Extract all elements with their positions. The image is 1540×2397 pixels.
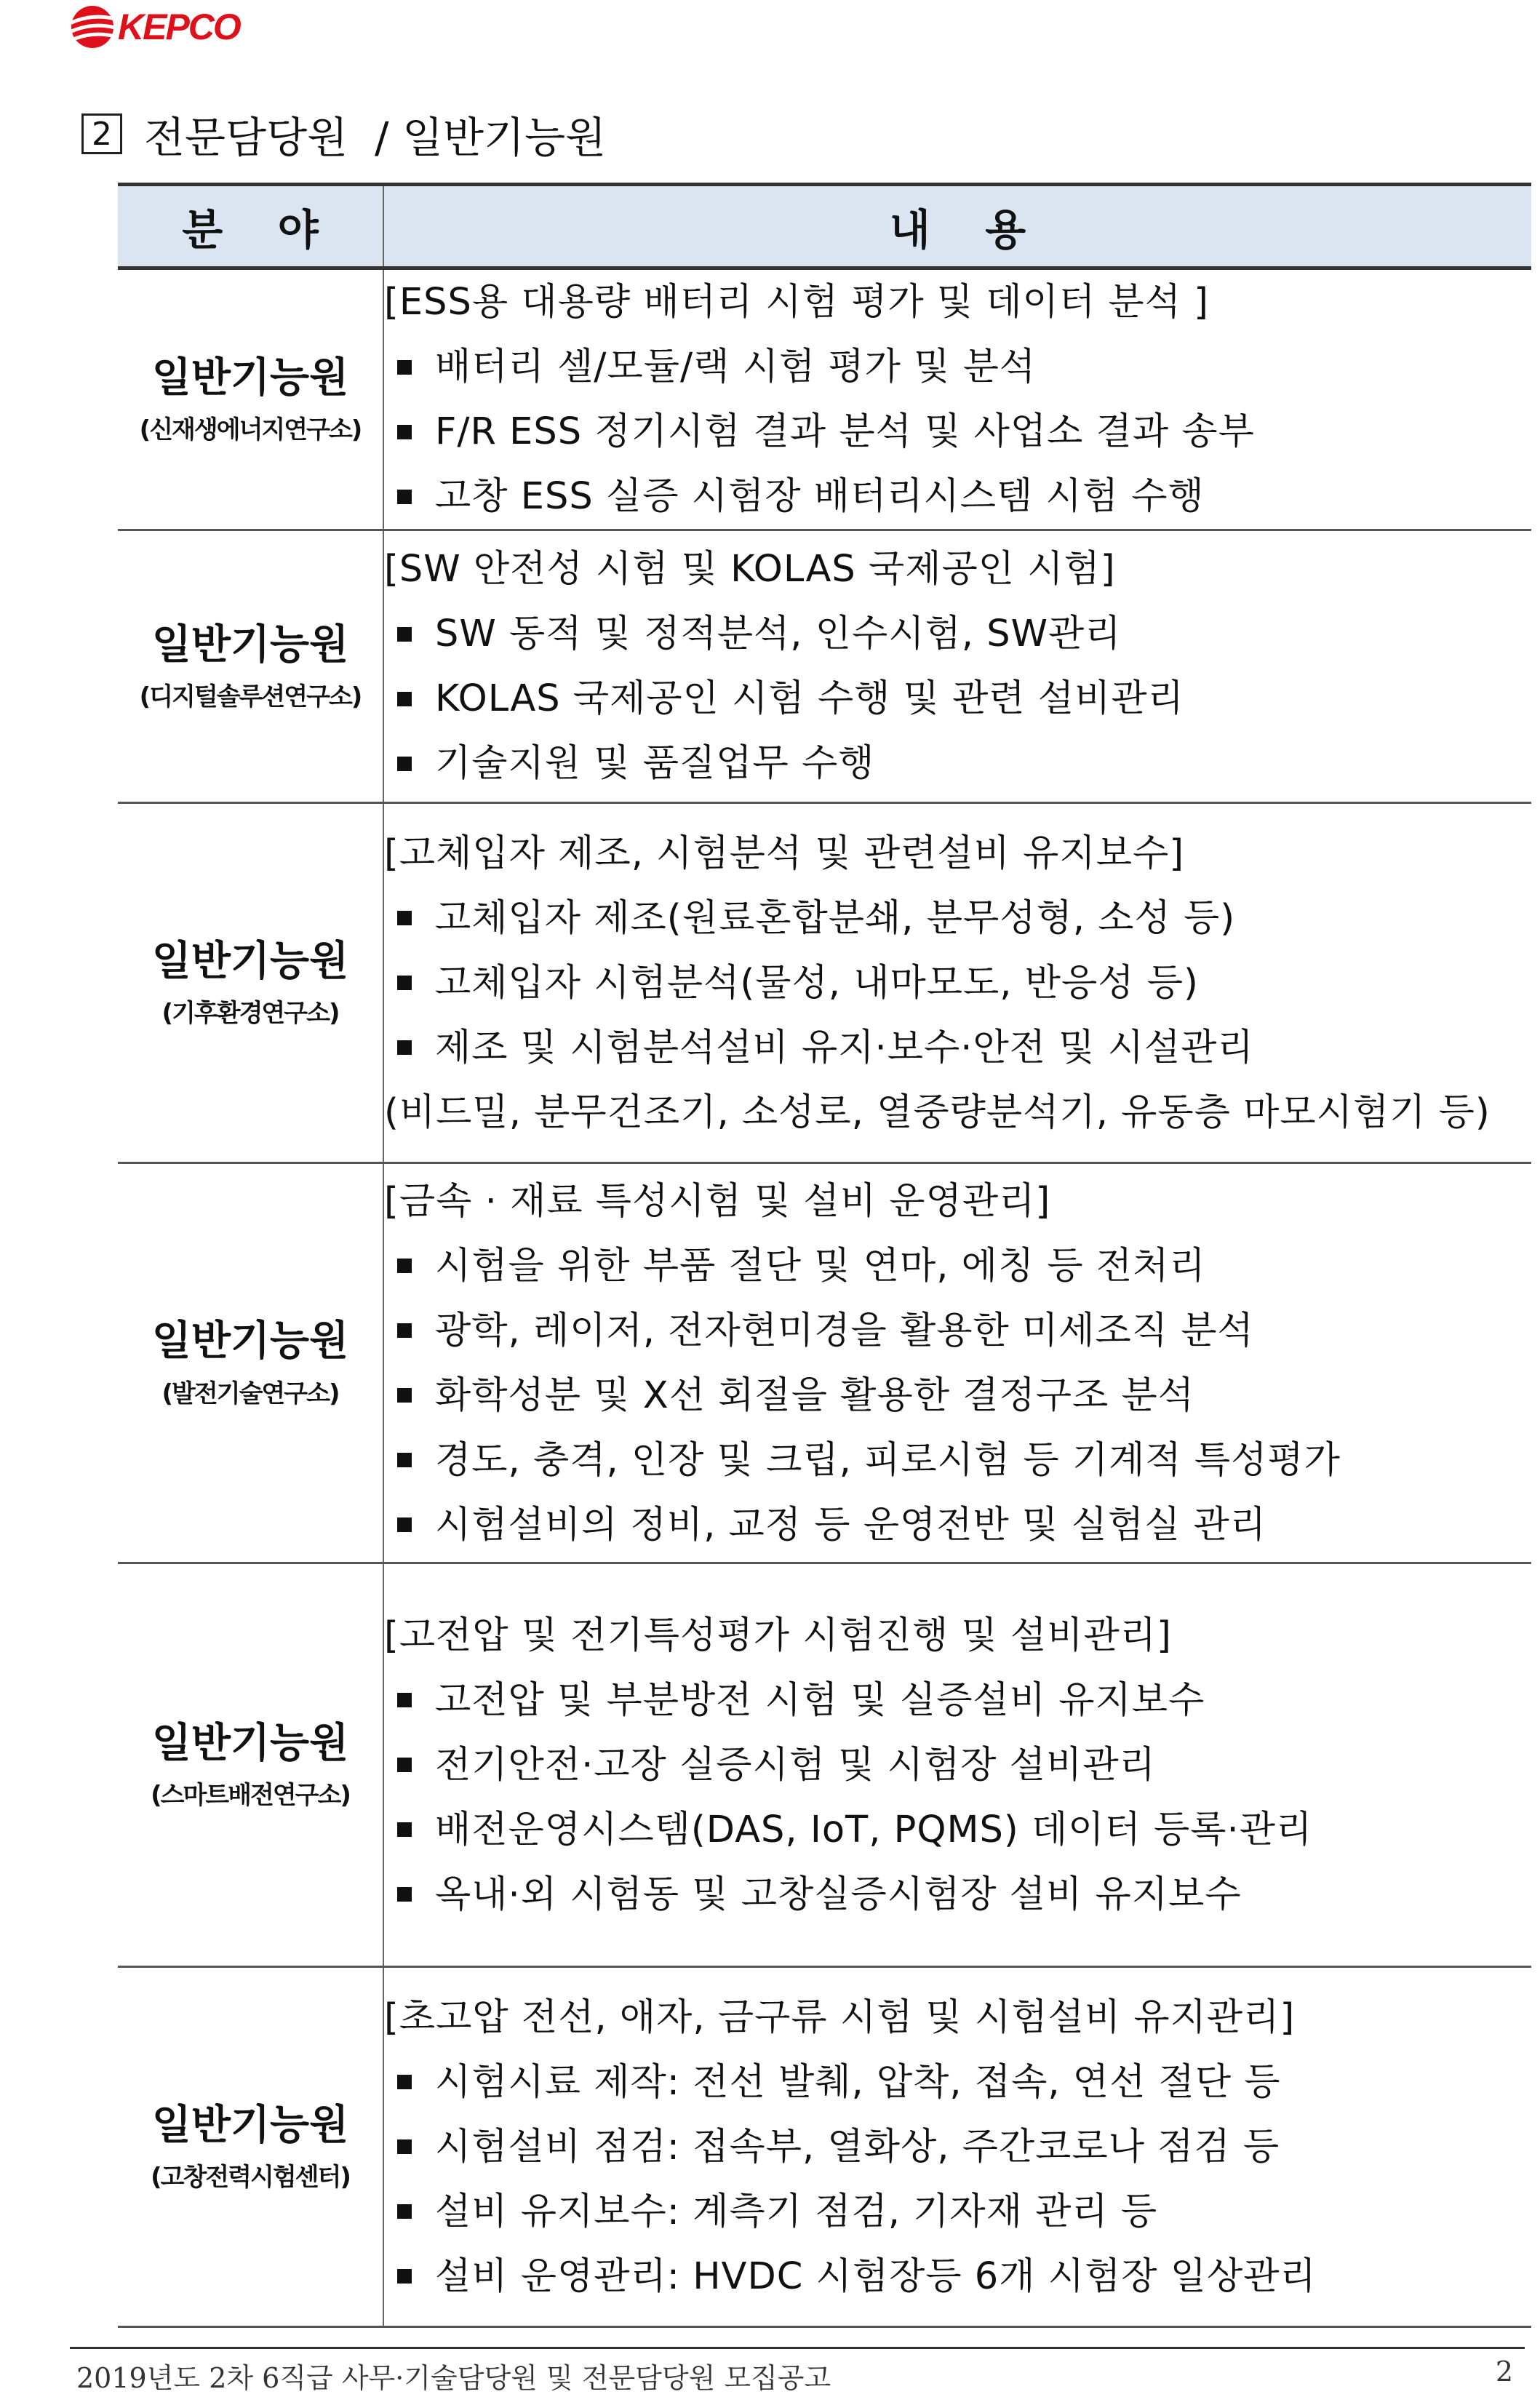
category-cell <box>118 1563 383 1967</box>
category-cell <box>118 803 383 1163</box>
duty-bullet <box>384 602 1531 666</box>
table-row <box>118 530 1531 803</box>
duty-bullet <box>384 1862 1531 1927</box>
header-content: 내용 <box>383 185 1531 268</box>
duty-text: 전기안전·고장 실증시험 및 시험장 설비관리 <box>435 1743 1156 1787</box>
duty-bullet <box>384 2244 1531 2309</box>
duty-text: 광학, 레이저, 전자현미경을 활용한 미세조직 분석 <box>435 1309 1254 1352</box>
duty-table <box>118 183 1531 2328</box>
table-header-row <box>118 185 1531 268</box>
duty-text: SW 동적 및 정적분석, 인수시험, SW관리 <box>435 613 1122 655</box>
duty-text: 고체입자 시험분석(물성, 내마모도, 반응성 등) <box>435 961 1199 1005</box>
square-bullet-icon <box>397 2269 412 2284</box>
content-cell <box>383 268 1531 530</box>
section-number: 2 <box>81 113 122 154</box>
table-row <box>118 268 1531 530</box>
category-title: 일반기능원 <box>151 1719 349 1767</box>
footer-divider <box>70 2347 1525 2349</box>
duty-text: 고체입자 제조(원료혼합분쇄, 분무성형, 소성 등) <box>435 896 1236 940</box>
duty-text: 시험설비 점검: 접속부, 열화상, 주간코로나 점검 등 <box>435 2125 1280 2169</box>
duty-note: (비드밀, 분무건조기, 소성로, 열중량분석기, 유동층 마모시험기 등) <box>384 1090 1491 1134</box>
square-bullet-icon <box>397 627 412 642</box>
header-category: 분야 <box>118 185 383 268</box>
square-bullet-icon <box>397 425 412 439</box>
duty-heading: [SW 안전성 시험 및 KOLAS 국제공인 시험] <box>384 548 1116 591</box>
duty-bullet <box>384 399 1531 464</box>
category-title: 일반기능원 <box>151 937 349 985</box>
duty-text: 배터리 셀/모듈/랙 시험 평가 및 분석 <box>435 346 1037 388</box>
page-footer <box>76 2356 1513 2396</box>
duty-text: 기술지원 및 품질업무 수행 <box>435 742 875 785</box>
square-bullet-icon <box>397 490 412 504</box>
duty-bullet <box>384 2050 1531 2115</box>
duty-bullet <box>384 1428 1531 1493</box>
square-bullet-icon <box>397 976 412 990</box>
table-row <box>118 803 1531 1163</box>
content-cell <box>383 530 1531 803</box>
duty-text: 경도, 충격, 인장 및 크립, 피로시험 등 기계적 특성평가 <box>435 1438 1341 1482</box>
category-cell <box>118 268 383 530</box>
duty-text: 설비 운영관리: HVDC 시험장등 6개 시험장 일상관리 <box>435 2254 1317 2298</box>
duty-text: 고창 ESS 실증 시험장 배터리시스템 시험 수행 <box>435 475 1205 518</box>
square-bullet-icon <box>397 2204 412 2219</box>
duty-bullet <box>384 666 1531 731</box>
square-bullet-icon <box>397 1388 412 1403</box>
duty-heading: [초고압 전선, 애자, 금구류 시험 및 시험설비 유지관리] <box>384 1995 1296 2039</box>
duty-text: F/R ESS 정기시험 결과 분석 및 사업소 결과 송부 <box>435 410 1255 453</box>
duty-bullet <box>384 335 1531 399</box>
category-department: (고창전력시험센터) <box>151 2163 350 2193</box>
duty-text: KOLAS 국제공인 시험 수행 및 관련 설비관리 <box>435 677 1184 720</box>
section-title: 전문담당원 / 일반기능원 <box>144 113 607 162</box>
duty-bullet <box>384 1668 1531 1733</box>
square-bullet-icon <box>397 757 412 771</box>
duty-bullet <box>384 951 1531 1016</box>
category-title: 일반기능원 <box>151 2101 349 2149</box>
square-bullet-icon <box>397 1040 412 1055</box>
square-bullet-icon <box>397 1453 412 1467</box>
category-title: 일반기능원 <box>151 1317 349 1365</box>
duty-text: 시험을 위한 부품 절단 및 연마, 에칭 등 전처리 <box>435 1244 1206 1288</box>
category-cell <box>118 1967 383 2327</box>
square-bullet-icon <box>397 1693 412 1707</box>
duty-heading: [고체입자 제조, 시험분석 및 관련설비 유지보수] <box>384 831 1185 875</box>
kepco-emblem-icon <box>70 4 115 49</box>
table-row <box>118 1967 1531 2327</box>
section-heading <box>81 103 606 164</box>
duty-bullet <box>384 1798 1531 1862</box>
duty-text: 제조 및 시험분석설비 유지·보수·안전 및 시설관리 <box>435 1026 1254 1069</box>
category-department: (스마트배전연구소) <box>151 1781 350 1811</box>
duty-heading: [금속 · 재료 특성시험 및 설비 운영관리] <box>384 1179 1051 1223</box>
duty-bullet <box>384 464 1531 529</box>
duty-heading: [고전압 및 전기특성평가 시험진행 및 설비관리] <box>384 1614 1172 1657</box>
footer-text: 2019년도 2차 6직급 사무·기술담당원 및 전문담당원 모집공고 <box>76 2362 831 2394</box>
duty-bullet <box>384 886 1531 951</box>
page-number: 2 <box>1495 2356 1513 2388</box>
duty-bullet <box>384 2179 1531 2244</box>
duty-text: 옥내·외 시험동 및 고창실증시험장 설비 유지보수 <box>435 1872 1242 1916</box>
duty-bullet <box>384 2115 1531 2179</box>
duty-text: 고전압 및 부분방전 시험 및 실증설비 유지보수 <box>435 1678 1205 1722</box>
duty-text: 배전운영시스템(DAS, IoT, PQMS) 데이터 등록·관리 <box>435 1808 1313 1851</box>
category-department: (신재생에너지연구소) <box>139 415 362 445</box>
category-cell <box>118 530 383 803</box>
table-row <box>118 1163 1531 1563</box>
content-cell <box>383 803 1531 1163</box>
content-cell <box>383 1163 1531 1563</box>
duty-text: 설비 유지보수: 계측기 점검, 기자재 관리 등 <box>435 2190 1158 2233</box>
content-cell <box>383 1563 1531 1967</box>
square-bullet-icon <box>397 1822 412 1837</box>
square-bullet-icon <box>397 1517 412 1532</box>
square-bullet-icon <box>397 1887 412 1902</box>
duty-bullet <box>384 1016 1531 1080</box>
square-bullet-icon <box>397 1758 412 1772</box>
duty-heading: [ESS용 대용량 배터리 시험 평가 및 데이터 분석 ] <box>384 281 1209 324</box>
square-bullet-icon <box>397 692 412 706</box>
category-department: (발전기술연구소) <box>161 1379 339 1408</box>
kepco-logo-text: KEPCO <box>118 7 240 47</box>
category-title: 일반기능원 <box>151 621 349 669</box>
category-cell <box>118 1163 383 1563</box>
duty-bullet <box>384 1363 1531 1428</box>
duty-text: 화학성분 및 X선 회절을 활용한 결정구조 분석 <box>435 1373 1194 1417</box>
duty-bullet <box>384 1493 1531 1558</box>
square-bullet-icon <box>397 1323 412 1338</box>
content-cell <box>383 1967 1531 2327</box>
category-department: (기후환경연구소) <box>161 999 339 1029</box>
square-bullet-icon <box>397 911 412 925</box>
duty-bullet <box>384 1733 1531 1798</box>
square-bullet-icon <box>397 2139 412 2154</box>
square-bullet-icon <box>397 1259 412 1273</box>
duty-text: 시험설비의 정비, 교정 등 운영전반 및 실험실 관리 <box>435 1503 1267 1547</box>
square-bullet-icon <box>397 2075 412 2089</box>
category-department: (디지털솔루션연구소) <box>139 682 362 712</box>
kepco-logo <box>70 3 240 51</box>
table-row <box>118 1563 1531 1967</box>
duty-text: 시험시료 제작: 전선 발췌, 압착, 접속, 연선 절단 등 <box>435 2060 1281 2104</box>
duty-bullet <box>384 1234 1531 1299</box>
category-title: 일반기능원 <box>151 354 349 402</box>
square-bullet-icon <box>397 360 412 375</box>
duty-bullet <box>384 731 1531 796</box>
duty-bullet <box>384 1299 1531 1363</box>
